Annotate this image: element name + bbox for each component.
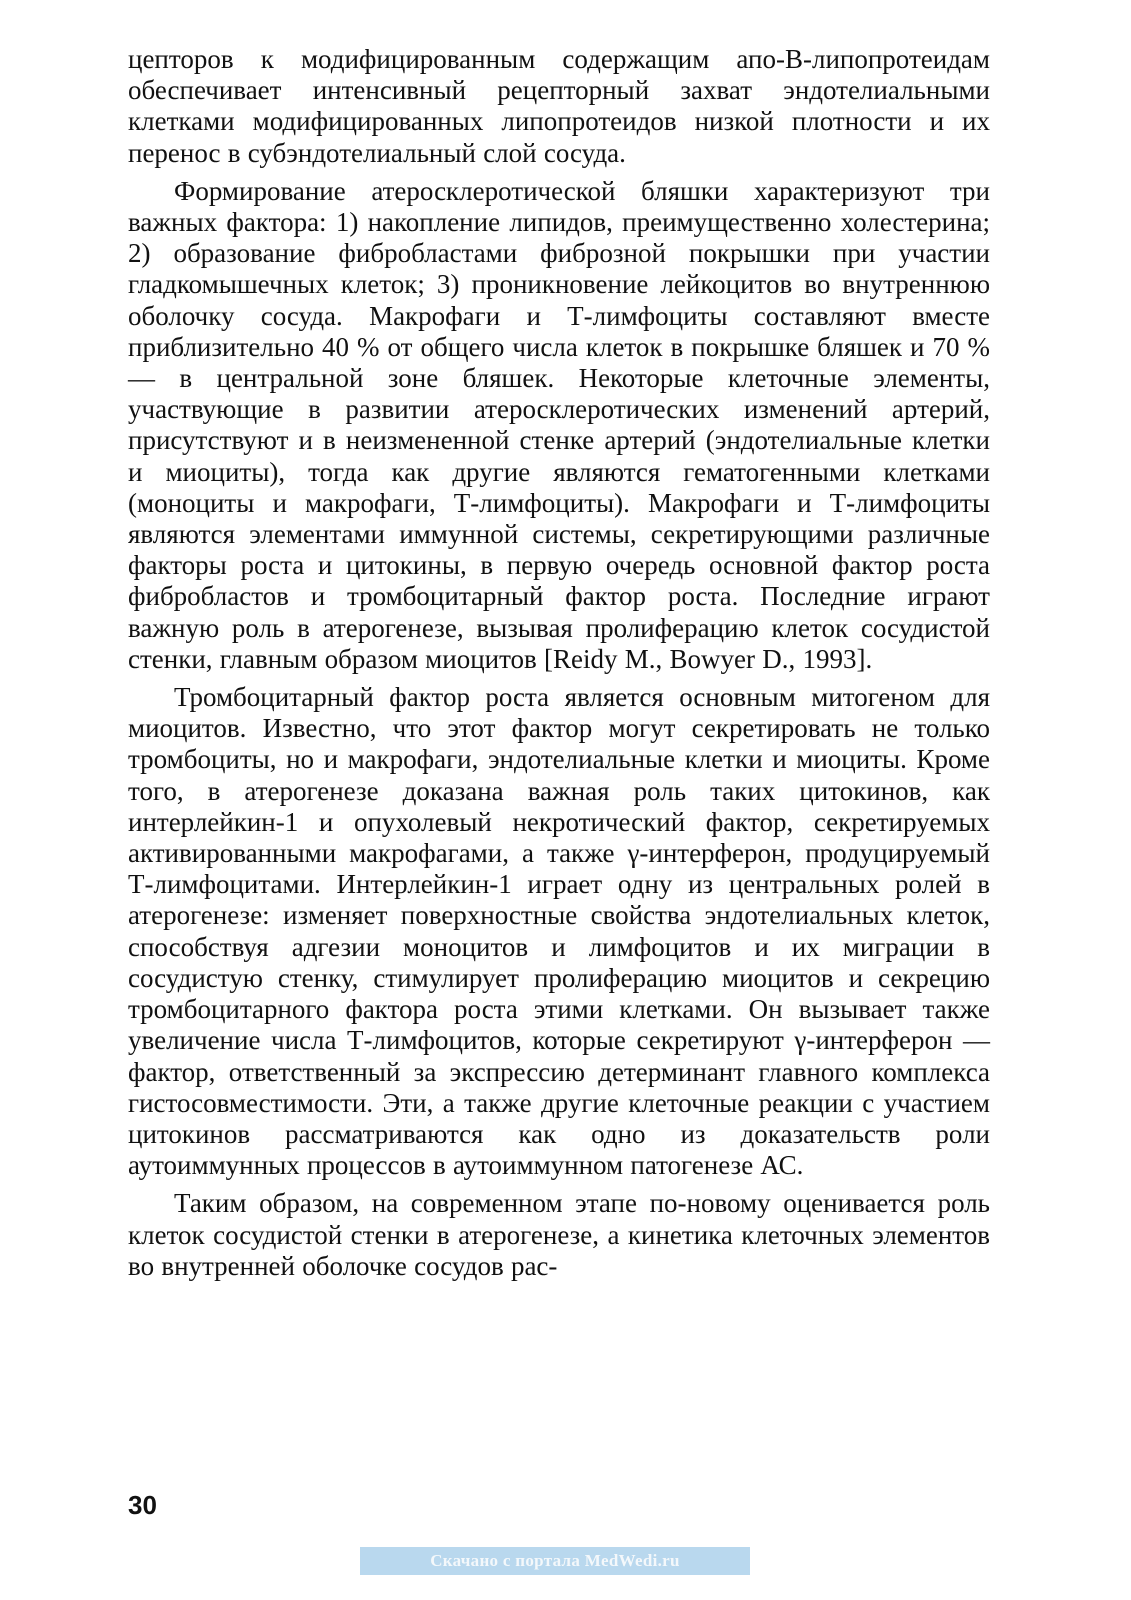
paragraph-3: Тромбоцитарный фактор роста является основным митогеном для миоцитов. Известно, что этот фактор могут секретировать не только тромбоциты, но и макрофаги, эндотелиальные клетки и миоциты. Кроме того, в атерогенезе доказана важная роль таких цитокинов, как интерлейкин-1 и опухолевый некротический фактор, секретируемых активированными макрофагами, а также γ-интерферон, продуцируемый Т-лимфоцитами. Интерлейкин-1 играет одну из центральных ролей в атерогенезе: изменяет поверхностные свойства эндотелиальных клеток, способствуя адгезии моноцитов и лимфоцитов и их миграции в сосудистую стенку, стимулирует пролиферацию миоцитов и секрецию тромбоцитарного фактора роста этими клетками. Он вызывает также увеличение числа Т-лимфоцитов, которые секретируют γ-интерферон — фактор, ответственный за экспрессию детерминант главного комплекса гистосовместимости. Эти, а также другие клеточные реакции с участием цитокинов рассматриваются как одно из доказательств роли аутоиммунных процессов в аутоиммунном патогенезе АС. — [128, 682, 990, 1181]
watermark-banner — [360, 1547, 750, 1575]
page-number: 30 — [128, 1490, 157, 1520]
paragraph-1: цепторов к модифицированным содержащим апо-В-липопротеидам обеспечивает интенсивный рецепторный захват эндотелиальными клетками модифицированных липопротеидов низкой плотности и их перенос в субэндотелиальный слой сосуда. — [128, 44, 990, 168]
watermark-text: Скачано с портала MedWedi.ru — [430, 1551, 680, 1570]
paragraph-4: Таким образом, на современном этапе по-новому оценивается роль клеток сосудистой стенки в атерогенезе, а кинетика клеточных элементов во внутренней оболочке сосудов рас- — [128, 1188, 990, 1281]
body-text — [128, 44, 990, 1282]
paragraph-2: Формирование атеросклеротической бляшки характеризуют три важных фактора: 1) накопление липидов, преимущественно холестерина; 2) образование фибробластами фиброзной покрышки при участии гладкомышечных клеток; 3) проникновение лейкоцитов во внутреннюю оболочку сосуда. Макрофаги и Т-лимфоциты составляют вместе приблизительно 40 % от общего числа клеток в покрышке бляшек и 70 % — в центральной зоне бляшек. Некоторые клеточные элементы, участвующие в развитии атеросклеротических изменений артерий, присутствуют и в неизмененной стенке артерий (эндотелиальные клетки и миоциты), тогда как другие являются гематогенными клетками (моноциты и макрофаги, Т-лимфоциты). Макрофаги и Т-лимфоциты являются элементами иммунной системы, секретирующими различные факторы роста и цитокины, в первую очередь основной фактор роста фибробластов и тромбоцитарный фактор роста. Последние играют важную роль в атерогенезе, вызывая пролиферацию клеток сосудистой стенки, главным образом миоцитов [Reidy M., Bowyer D., 1993]. — [128, 175, 990, 674]
